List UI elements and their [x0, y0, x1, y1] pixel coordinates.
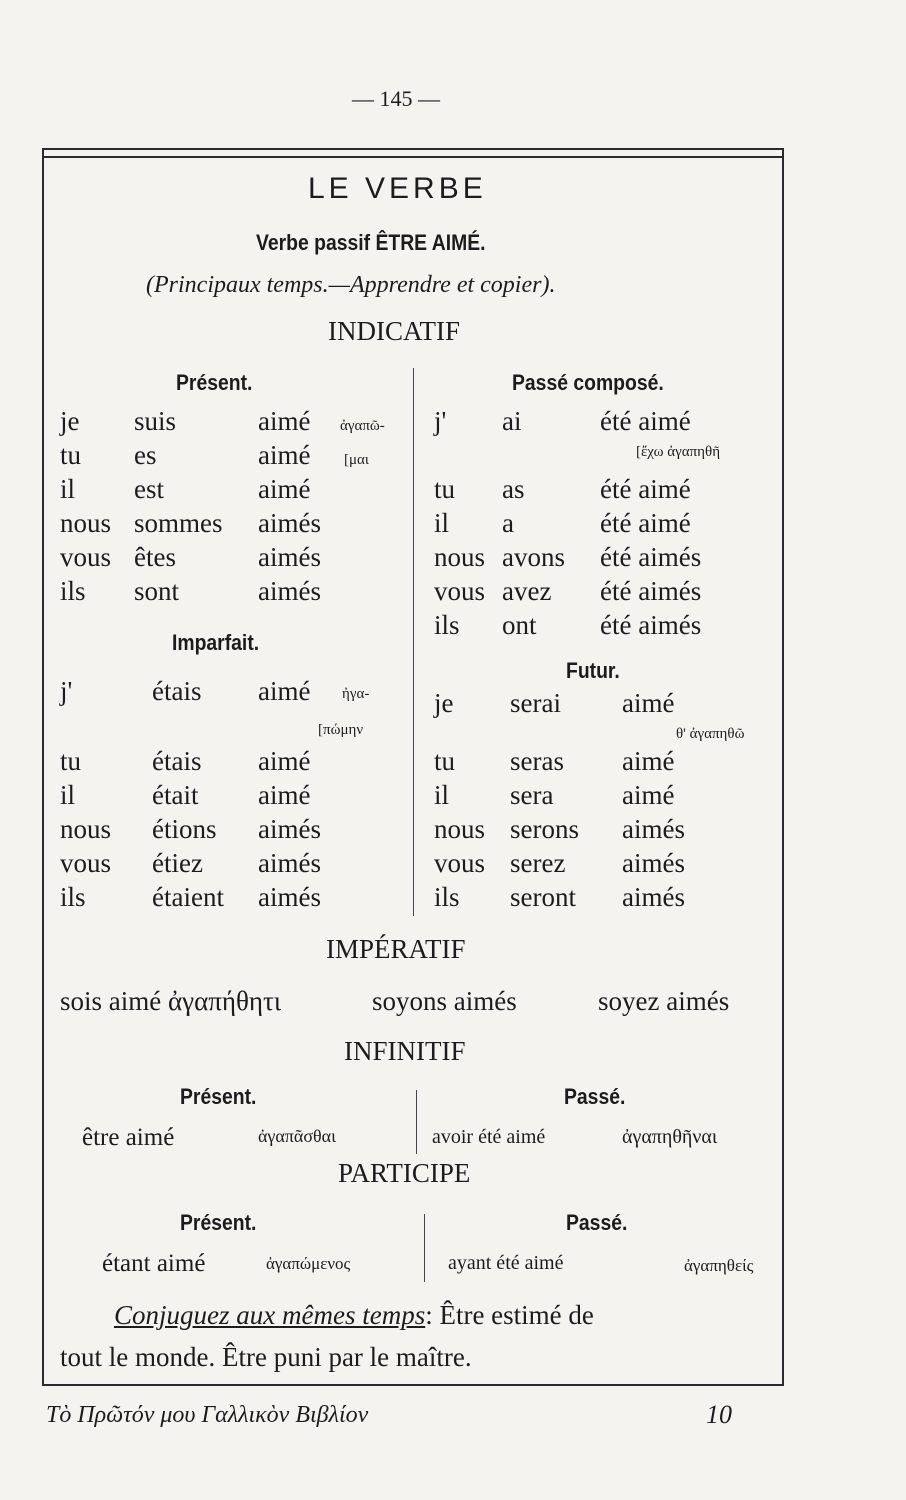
- present-pron-3: nous: [60, 508, 112, 538]
- imparfait-part-1: aimé: [258, 746, 311, 776]
- imparfait-gloss-2: [πώμην: [318, 722, 364, 738]
- passe-compose-part-5: été aimés: [600, 610, 702, 640]
- present-aux-1: es: [134, 440, 157, 470]
- present-aux-3: sommes: [134, 508, 223, 538]
- infinitif-present-gk: ἀγαπᾶσθαι: [258, 1126, 336, 1146]
- passe-compose-aux-2: a: [502, 508, 514, 538]
- passe-compose-pron-1: tu: [434, 474, 456, 504]
- passe-compose-part-2: été aimé: [600, 508, 691, 538]
- present-pron-4: vous: [60, 542, 112, 572]
- infinitif-present-fr: être aimé: [82, 1124, 175, 1151]
- futur-pron-5: ils: [434, 882, 460, 912]
- futur-aux-4: serez: [510, 848, 566, 878]
- passe-compose-aux-4: avez: [502, 576, 552, 606]
- imparfait-part-5: aimés: [258, 882, 321, 912]
- passe-compose-part-0: été aimé: [600, 406, 691, 436]
- participe-present-label: Présent.: [180, 1210, 257, 1235]
- participe-divider: [424, 1214, 425, 1282]
- futur-pron-1: tu: [434, 746, 456, 776]
- infinitif-passe-fr: avoir été aimé: [432, 1126, 546, 1148]
- passe-compose-label: Passé composé.: [512, 370, 664, 395]
- imperatif-sg: sois aimé ἀγαπήθητι: [60, 986, 282, 1016]
- page-title: LE VERBE: [308, 172, 487, 205]
- present-part-4: aimés: [258, 542, 321, 572]
- futur-aux-2: sera: [510, 780, 554, 810]
- present-pron-5: ils: [60, 576, 86, 606]
- instruction: (Principaux temps.—Apprendre et copier).: [146, 272, 556, 298]
- imparfait-pron-5: ils: [60, 882, 86, 912]
- futur-pron-2: il: [434, 780, 450, 810]
- imparfait-part-4: aimés: [258, 848, 321, 878]
- futur-part-0: aimé: [622, 688, 675, 718]
- passe-compose-pron-0: j': [434, 406, 447, 436]
- exercise-lead: Conjuguez aux mêmes temps: [114, 1300, 426, 1330]
- imparfait-pron-2: il: [60, 780, 76, 810]
- infinitif-present-label: Présent.: [180, 1084, 257, 1109]
- participe-passe-label: Passé.: [566, 1210, 628, 1235]
- indicatif-heading: INDICATIF: [328, 316, 460, 346]
- imparfait-pron-1: tu: [60, 746, 82, 776]
- futur-part-2: aimé: [622, 780, 675, 810]
- present-pron-2: il: [60, 474, 76, 504]
- imparfait-aux-1: étais: [152, 746, 202, 776]
- imparfait-pron-4: vous: [60, 848, 112, 878]
- futur-part-5: aimés: [622, 882, 685, 912]
- futur-pron-4: vous: [434, 848, 486, 878]
- present-pron-0: je: [60, 406, 80, 436]
- passe-compose-pron-4: vous: [434, 576, 486, 606]
- passe-compose-part-4: été aimés: [600, 576, 702, 606]
- futur-part-4: aimés: [622, 848, 685, 878]
- imparfait-part-2: aimé: [258, 780, 311, 810]
- present-part-2: aimé: [258, 474, 311, 504]
- present-label: Présent.: [176, 370, 253, 395]
- imparfait-gloss-1: ἠγα-: [342, 686, 370, 702]
- passe-compose-pron-5: ils: [434, 610, 460, 640]
- passe-compose-part-1: été aimé: [600, 474, 691, 504]
- present-gloss-1: ἀγαπῶ-: [340, 418, 385, 434]
- participe-present-gk: ἀγαπώμενος: [266, 1254, 351, 1273]
- futur-label: Futur.: [566, 658, 620, 683]
- participe-heading: PARTICIPE: [338, 1158, 471, 1188]
- infinitif-passe-label: Passé.: [564, 1084, 626, 1109]
- present-aux-5: sont: [134, 576, 180, 606]
- participe-passe-gk: ἀγαπηθείς: [684, 1256, 754, 1275]
- footer-sheet-number: 10: [706, 1400, 732, 1429]
- passe-compose-aux-1: as: [502, 474, 525, 504]
- imparfait-pron-3: nous: [60, 814, 112, 844]
- participe-passe-fr: ayant été aimé: [448, 1252, 564, 1274]
- futur-part-3: aimés: [622, 814, 685, 844]
- present-aux-4: êtes: [134, 542, 176, 572]
- infinitif-heading: INFINITIF: [344, 1036, 466, 1066]
- page-number: — 145 —: [352, 86, 440, 111]
- imparfait-aux-3: étions: [152, 814, 217, 844]
- futur-gloss: θ' ἀγαπηθῶ: [676, 726, 745, 742]
- imparfait-pron-0: j': [60, 676, 73, 706]
- futur-aux-1: seras: [510, 746, 564, 776]
- passe-compose-gloss: [ἔχω ἀγαπηθῆ: [636, 444, 721, 460]
- participe-present-fr: étant aimé: [102, 1250, 206, 1277]
- futur-aux-3: serons: [510, 814, 579, 844]
- exercise-rest: : Être estimé de: [425, 1300, 594, 1330]
- passe-compose-part-3: été aimés: [600, 542, 702, 572]
- present-aux-0: suis: [134, 406, 177, 436]
- present-part-5: aimés: [258, 576, 321, 606]
- imperatif-heading: IMPÉRATIF: [326, 934, 466, 964]
- present-part-0: aimé: [258, 406, 311, 436]
- present-part-1: aimé: [258, 440, 311, 470]
- imparfait-aux-4: étiez: [152, 848, 203, 878]
- present-gloss-2: [μαι: [344, 452, 369, 468]
- present-pron-1: tu: [60, 440, 82, 470]
- imparfait-aux-5: étaient: [152, 882, 224, 912]
- futur-pron-3: nous: [434, 814, 486, 844]
- present-part-3: aimés: [258, 508, 321, 538]
- passe-compose-aux-3: avons: [502, 542, 565, 572]
- imparfait-part-0: aimé: [258, 676, 311, 706]
- futur-pron-0: je: [434, 688, 454, 718]
- passe-compose-aux-5: ont: [502, 610, 537, 640]
- exercise-line-2: tout le monde. Être puni par le maître.: [60, 1342, 472, 1372]
- imperatif-pl2: soyez aimés: [598, 986, 730, 1016]
- imparfait-aux-0: étais: [152, 676, 202, 706]
- present-aux-2: est: [134, 474, 164, 504]
- passe-compose-aux-0: ai: [502, 406, 522, 436]
- futur-aux-0: serai: [510, 688, 561, 718]
- passe-compose-pron-2: il: [434, 508, 450, 538]
- infinitif-passe-gk: ἀγαπηθῆναι: [622, 1126, 718, 1148]
- imparfait-label: Imparfait.: [172, 630, 260, 655]
- imperatif-pl1: soyons aimés: [372, 986, 517, 1016]
- imparfait-part-3: aimés: [258, 814, 321, 844]
- footer-book-title: Τὸ Πρῶτόν μου Γαλλικὸν Βιβλίον: [46, 1402, 369, 1428]
- imparfait-aux-2: était: [152, 780, 199, 810]
- passe-compose-pron-3: nous: [434, 542, 486, 572]
- subtitle: Verbe passif ÊTRE AIMÉ.: [256, 230, 486, 255]
- exercise-line-1: [114, 1300, 594, 1331]
- futur-part-1: aimé: [622, 746, 675, 776]
- futur-aux-5: seront: [510, 882, 576, 912]
- infinitif-divider: [416, 1090, 417, 1154]
- indicatif-divider: [413, 368, 414, 916]
